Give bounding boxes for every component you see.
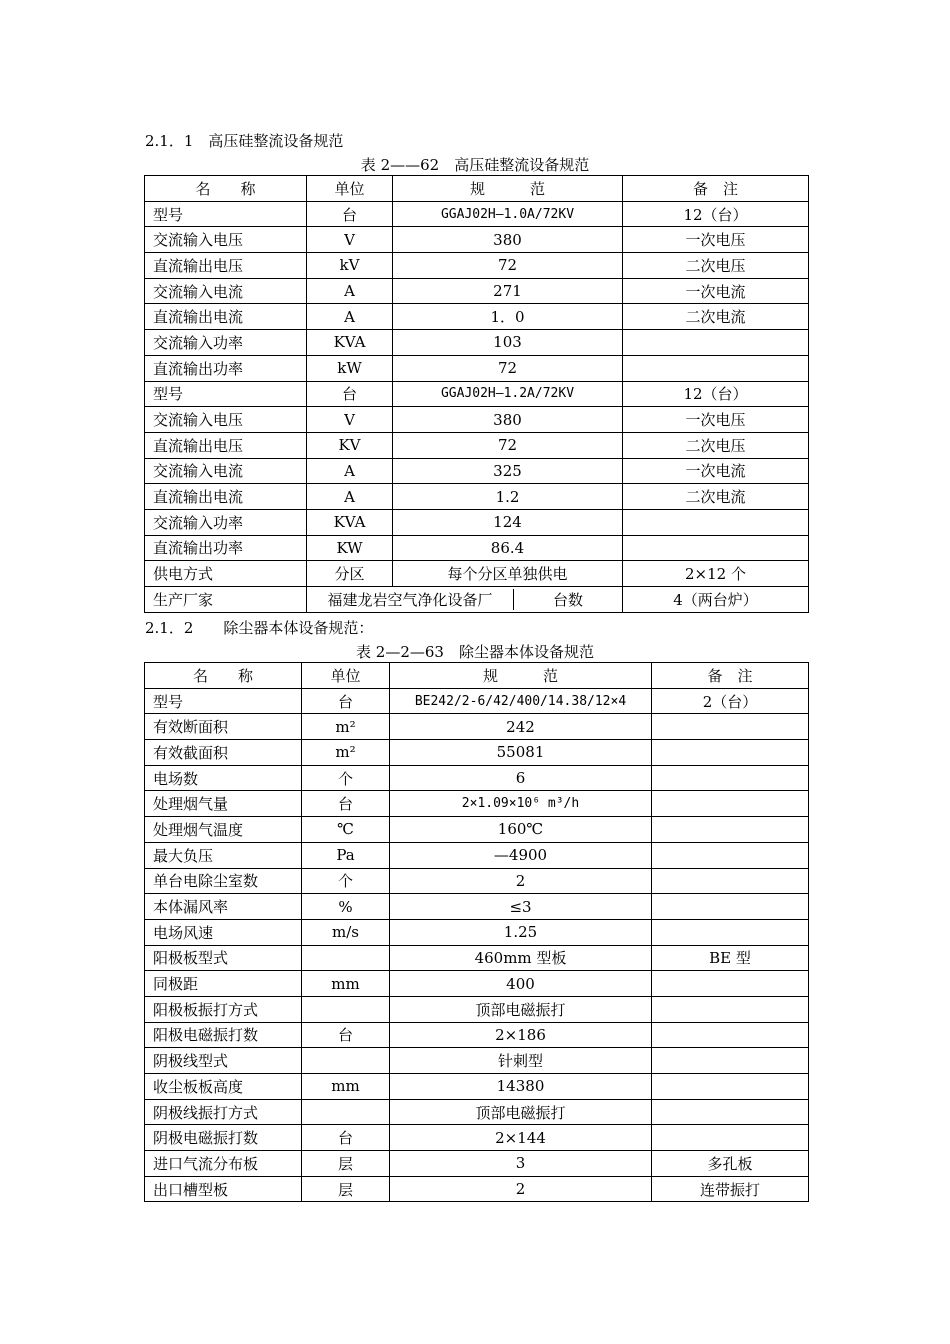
- row-note: [652, 1099, 809, 1125]
- table-row: [145, 945, 809, 971]
- row-spec: 124: [393, 509, 623, 535]
- row-unit: A: [307, 278, 393, 304]
- row-note: 二次电压: [623, 253, 809, 279]
- row-unit: m/s: [302, 919, 390, 945]
- row-note: [652, 791, 809, 817]
- row-name: 出口槽型板: [145, 1176, 302, 1202]
- row-unit: kW: [307, 355, 393, 381]
- table-row: [145, 535, 809, 561]
- row-name: 型号: [145, 688, 302, 714]
- table-row: [145, 1125, 809, 1151]
- table-row: [145, 432, 809, 458]
- table-row: [145, 996, 809, 1022]
- row-spec: —4900: [390, 842, 652, 868]
- table-row: [145, 1176, 809, 1202]
- row-note: 二次电流: [623, 304, 809, 330]
- table-row: [145, 791, 809, 817]
- row-spec: 每个分区单独供电: [393, 561, 623, 587]
- row-unit: A: [307, 304, 393, 330]
- row-note: 一次电流: [623, 458, 809, 484]
- column-header: 名 称: [145, 176, 307, 202]
- row-unit: kV: [307, 253, 393, 279]
- row-unit: [302, 945, 390, 971]
- column-header: 备 注: [623, 176, 809, 202]
- row-spec: 1．0: [393, 304, 623, 330]
- table-row: [145, 868, 809, 894]
- row-spec: 72: [393, 432, 623, 458]
- column-header: 名 称: [145, 663, 302, 689]
- row-unit: mm: [302, 971, 390, 997]
- table-row: [145, 304, 809, 330]
- row-spec: 380: [393, 227, 623, 253]
- row-unit: 个: [302, 765, 390, 791]
- row-spec: 2×144: [390, 1125, 652, 1151]
- row-unit: m²: [302, 714, 390, 740]
- row-name: 直流输出功率: [145, 535, 307, 561]
- row-spec: 271: [393, 278, 623, 304]
- row-spec: 103: [393, 330, 623, 356]
- row-unit: KV: [307, 432, 393, 458]
- row-name: 型号: [145, 381, 307, 407]
- row-spec: 400: [390, 971, 652, 997]
- row-name: 阳极板振打方式: [145, 996, 302, 1022]
- row-unit: A: [307, 458, 393, 484]
- table-row: [145, 253, 809, 279]
- row-note: 一次电压: [623, 227, 809, 253]
- table-rectifier-specs: [144, 175, 809, 613]
- row-spec: 2×186: [390, 1022, 652, 1048]
- row-spec: 1.2: [393, 484, 623, 510]
- row-unit: 台: [307, 381, 393, 407]
- row-unit: 台: [302, 1022, 390, 1048]
- row-spec: 72: [393, 253, 623, 279]
- table-header-row: [145, 663, 809, 689]
- table-row: [145, 407, 809, 433]
- table-row: [145, 817, 809, 843]
- row-note: [652, 740, 809, 766]
- row-unit: 台: [302, 688, 390, 714]
- row-name: 处理烟气量: [145, 791, 302, 817]
- row-note: [652, 842, 809, 868]
- row-unit: KVA: [307, 330, 393, 356]
- row-spec: 86.4: [393, 535, 623, 561]
- row-unit: 个: [302, 868, 390, 894]
- table-row: [145, 740, 809, 766]
- table-row: [145, 971, 809, 997]
- row-note: [623, 330, 809, 356]
- row-note: [652, 817, 809, 843]
- row-spec: 2: [390, 1176, 652, 1202]
- row-unit: 层: [302, 1176, 390, 1202]
- row-name: 有效断面积: [145, 714, 302, 740]
- table-row: [145, 355, 809, 381]
- row-spec: 55081: [390, 740, 652, 766]
- table-row: [145, 919, 809, 945]
- row-name: 本体漏风率: [145, 894, 302, 920]
- table-row: [145, 381, 809, 407]
- table-row: [145, 201, 809, 227]
- table-row: [145, 278, 809, 304]
- row-spec: 14380: [390, 1074, 652, 1100]
- row-name: 供电方式: [145, 561, 307, 587]
- row-spec: 3: [390, 1151, 652, 1177]
- table-row: [145, 330, 809, 356]
- table-precipitator-specs: [144, 662, 809, 1202]
- row-note: 12（台）: [623, 381, 809, 407]
- table1-caption: 表 2——62 高压硅整流设备规范: [360, 156, 590, 174]
- row-name: 直流输出电流: [145, 484, 307, 510]
- row-unit: 层: [302, 1151, 390, 1177]
- unit-count-label: 台数: [552, 590, 583, 609]
- row-name: 直流输出电流: [145, 304, 307, 330]
- row-unit: Pa: [302, 842, 390, 868]
- row-spec: 1.25: [390, 919, 652, 945]
- row-unit: m²: [302, 740, 390, 766]
- table-row: [145, 714, 809, 740]
- row-unit: A: [307, 484, 393, 510]
- row-note: [652, 894, 809, 920]
- column-header: 规 范: [393, 176, 623, 202]
- row-unit: 分区: [307, 561, 393, 587]
- table-row: [145, 561, 809, 587]
- row-note: [652, 919, 809, 945]
- row-unit: 台: [307, 201, 393, 227]
- table-row: [145, 509, 809, 535]
- row-unit: KVA: [307, 509, 393, 535]
- table-row: [145, 227, 809, 253]
- row-note: 连带振打: [652, 1176, 809, 1202]
- row-name: 直流输出电压: [145, 432, 307, 458]
- row-spec: 325: [393, 458, 623, 484]
- table-row: [145, 688, 809, 714]
- row-note: [652, 765, 809, 791]
- table2-caption: 表 2—2—63 除尘器本体设备规范: [356, 643, 594, 661]
- row-note: [652, 1048, 809, 1074]
- row-unit: [302, 1099, 390, 1125]
- column-header: 备 注: [652, 663, 809, 689]
- row-spec: GGAJ02H—1.0A/72KV: [393, 201, 623, 227]
- row-unit: mm: [302, 1074, 390, 1100]
- row-note: 二次电流: [623, 484, 809, 510]
- row-note: 二次电压: [623, 432, 809, 458]
- row-spec: 6: [390, 765, 652, 791]
- row-name: 阳极电磁振打数: [145, 1022, 302, 1048]
- row-note: 2（台）: [652, 688, 809, 714]
- table-row: [145, 1099, 809, 1125]
- row-note: [652, 1074, 809, 1100]
- row-name: 处理烟气温度: [145, 817, 302, 843]
- table-row: [145, 1074, 809, 1100]
- row-name: 收尘板板高度: [145, 1074, 302, 1100]
- row-unit: KW: [307, 535, 393, 561]
- row-note: [652, 971, 809, 997]
- row-name: 有效截面积: [145, 740, 302, 766]
- table-row: [145, 587, 809, 613]
- row-spec: ≤3: [390, 894, 652, 920]
- row-note: 一次电压: [623, 407, 809, 433]
- row-spec: 2×1.09×10⁶ m³/h: [390, 791, 652, 817]
- table-row: [145, 765, 809, 791]
- row-unit: [302, 996, 390, 1022]
- row-unit: ℃: [302, 817, 390, 843]
- row-spec: 顶部电磁振打: [390, 996, 652, 1022]
- row-spec: 顶部电磁振打: [390, 1099, 652, 1125]
- row-note: 4（两台炉）: [623, 587, 809, 613]
- section2-heading: 2.1．2 除尘器本体设备规范：: [145, 619, 374, 637]
- row-unit: V: [307, 407, 393, 433]
- row-spec: 72: [393, 355, 623, 381]
- table-row: [145, 484, 809, 510]
- row-name: 生产厂家: [145, 587, 307, 613]
- manufacturer-value: 福建龙岩空气净化设备厂: [307, 589, 514, 610]
- table-row: [145, 1048, 809, 1074]
- column-header: 规 范: [390, 663, 652, 689]
- table-header-row: [145, 176, 809, 202]
- row-note: [652, 868, 809, 894]
- column-header: 单位: [307, 176, 393, 202]
- row-name: 交流输入功率: [145, 509, 307, 535]
- row-note: 12（台）: [623, 201, 809, 227]
- row-name: 单台电除尘室数: [145, 868, 302, 894]
- row-name: 电场数: [145, 765, 302, 791]
- row-name: 最大负压: [145, 842, 302, 868]
- row-name: 阴极线型式: [145, 1048, 302, 1074]
- column-header: 单位: [302, 663, 390, 689]
- table-row: [145, 1022, 809, 1048]
- table-row: [145, 894, 809, 920]
- row-note: [652, 714, 809, 740]
- row-spec: 2: [390, 868, 652, 894]
- row-name: 同极距: [145, 971, 302, 997]
- table-row: [145, 458, 809, 484]
- row-note: BE 型: [652, 945, 809, 971]
- row-unit: %: [302, 894, 390, 920]
- row-name: 阴极电磁振打数: [145, 1125, 302, 1151]
- row-note: 2×12 个: [623, 561, 809, 587]
- row-unit: 台: [302, 791, 390, 817]
- row-unit: V: [307, 227, 393, 253]
- row-unit: 台: [302, 1125, 390, 1151]
- row-spec: 242: [390, 714, 652, 740]
- row-spec: GGAJ02H—1.2A/72KV: [393, 381, 623, 407]
- row-spec: 160℃: [390, 817, 652, 843]
- row-note: [652, 996, 809, 1022]
- row-name: 交流输入电流: [145, 278, 307, 304]
- row-name: 交流输入电流: [145, 458, 307, 484]
- section1-heading: 2.1．1 高压硅整流设备规范: [145, 132, 344, 150]
- row-name: 交流输入功率: [145, 330, 307, 356]
- row-spec: BE242/2-6/42/400/14.38/12×4: [390, 688, 652, 714]
- row-name: 直流输出电压: [145, 253, 307, 279]
- row-name: 直流输出功率: [145, 355, 307, 381]
- row-manufacturer-cell: [307, 587, 623, 613]
- row-unit: [302, 1048, 390, 1074]
- row-name: 阴极线振打方式: [145, 1099, 302, 1125]
- row-spec: 针刺型: [390, 1048, 652, 1074]
- row-name: 交流输入电压: [145, 227, 307, 253]
- row-note: 一次电流: [623, 278, 809, 304]
- row-name: 电场风速: [145, 919, 302, 945]
- row-note: 多孔板: [652, 1151, 809, 1177]
- table-row: [145, 1151, 809, 1177]
- row-note: [623, 509, 809, 535]
- row-name: 交流输入电压: [145, 407, 307, 433]
- row-spec: 460mm 型板: [390, 945, 652, 971]
- table-row: [145, 842, 809, 868]
- row-note: [623, 535, 809, 561]
- row-name: 进口气流分布板: [145, 1151, 302, 1177]
- row-note: [652, 1022, 809, 1048]
- row-name: 型号: [145, 201, 307, 227]
- row-name: 阳极板型式: [145, 945, 302, 971]
- row-note: [623, 355, 809, 381]
- row-note: [652, 1125, 809, 1151]
- row-spec: 380: [393, 407, 623, 433]
